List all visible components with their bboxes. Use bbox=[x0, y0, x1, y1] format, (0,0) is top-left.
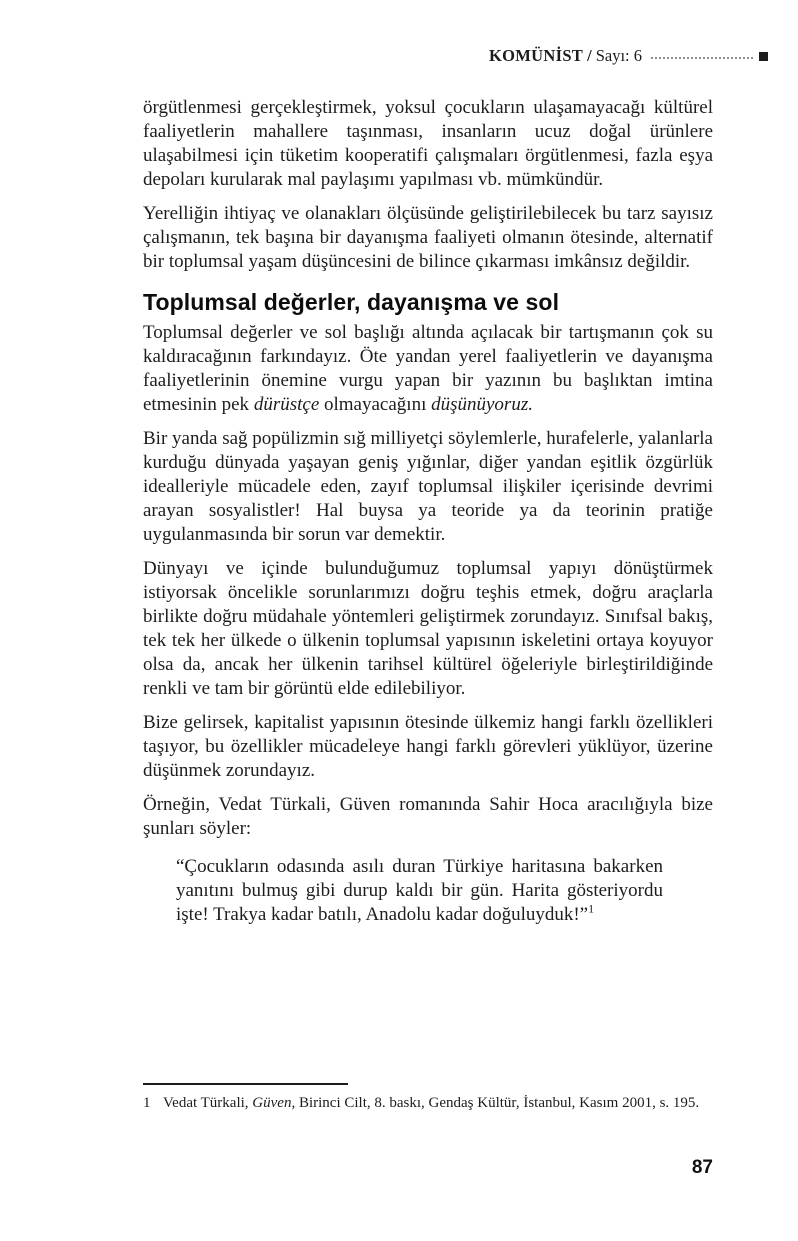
journal-title: KOMÜNİST bbox=[489, 46, 584, 65]
issue-label: Sayı: 6 bbox=[595, 46, 642, 65]
paragraph-3-italic-1: dürüstçe bbox=[253, 394, 320, 415]
footnote-block bbox=[143, 1083, 713, 1113]
section-heading: Toplumsal değerler, dayanışma ve sol bbox=[143, 289, 560, 315]
body-paragraph-4: Bir yanda sağ popülizmin sığ milliyetçi söylemlerle, hurafelerle, yalanlarla kurduğu dünyada yaşayan geniş yığınlar, diğer yandan eşitlik özgürlük idealleriyle mücadele eden, zayıf toplumsal ilişkiler içerisinde devrimi arayan sosyalistler! Hal buysa ya teoride ya da teorinin pratiğe uygulanmasında bir sorun var demektir. bbox=[143, 428, 713, 545]
footnote bbox=[143, 1093, 713, 1113]
block-quote bbox=[176, 855, 663, 927]
body-paragraph-1: örgütlenmesi gerçekleştirmek, yoksul çocukların ulaşamayacağı kültürel faaliyetlerin mahallere taşınması, insanların ucuz doğal ürünlere ulaşabilmesi için tüketim kooperatifi çalışmaları örgütlenmesi, fazla eşya depoları kurularak mal paylaşımı yapılması vb. mümkündür. bbox=[143, 97, 713, 190]
paragraph-3-text-2: olmayacağını bbox=[319, 394, 432, 415]
footnote-text-before: Vedat Türkali, bbox=[163, 1095, 253, 1111]
running-header bbox=[143, 46, 768, 66]
body-paragraph-2: Yerelliğin ihtiyaç ve olanakları ölçüsünde geliştirilebilecek bu tarz sayısız çalışmanın, tek başına bir dayanışma faaliyeti olmanın ötesinde, alternatif bir toplumsal yaşam düşüncesini de bilince çıkarması imkânsız değildir. bbox=[143, 203, 713, 272]
paragraph-3-text-1: Toplumsal değerler ve sol başlığı altında açılacak bir tartışmanın çok su kaldıracağının farkındayız. Öte yandan yerel faaliyetlerin ve dayanışma faaliyetlerinin önemine vurgu yapan bir yazının bu başlıktan imtina etmesinin pek bbox=[143, 322, 713, 415]
body-paragraph-6: Bize gelirsek, kapitalist yapısının ötesinde ülkemiz hangi farklı özellikleri taşıyor, bu özellikler mücadeleye hangi farklı görevleri yüklüyor, üzerine düşünmek zorundayız. bbox=[143, 712, 713, 781]
footnote-number: 1 bbox=[143, 1095, 151, 1111]
footnote-reference: 1 bbox=[588, 901, 595, 916]
footnote-text-after: , Birinci Cilt, 8. baskı, Gendaş Kültür, İstanbul, Kasım 2001, s. 195. bbox=[291, 1095, 700, 1111]
page-number: 87 bbox=[691, 1157, 713, 1178]
body-paragraph-5: Dünyayı ve içinde bulunduğumuz toplumsal yapıyı dönüştürmek istiyorsak öncelikle sorunlarımızı doğru teşhis etmek, doğru araçlarla birlikte doğru müdahale yöntemleri geliştirmek zorundayız. Sınıfsal bakış, tek tek her ülkede o ülkenin toplumsal yapısının iskeletini ortaya koyuyor olsa da, ancak her ülkenin tarihsel kültürel öğeleriyle birleştirildiğinde renkli ve tam bir görüntü elde edilebiliyor. bbox=[143, 558, 713, 699]
footnote-text bbox=[163, 1093, 713, 1113]
footnote-book-title: Güven bbox=[252, 1095, 292, 1111]
header-dotted-rule bbox=[651, 57, 753, 59]
paragraph-3-italic-2: düşünüyoruz. bbox=[431, 394, 533, 415]
article-body bbox=[143, 96, 713, 927]
body-paragraph-7: Örneğin, Vedat Türkali, Güven romanında Sahir Hoca aracılığıyla bize şunları söyler: bbox=[143, 794, 713, 839]
footnote-rule bbox=[143, 1083, 348, 1085]
body-paragraph-3 bbox=[143, 321, 713, 417]
header-square-marker bbox=[759, 52, 768, 61]
quote-text: “Çocukların odasında asılı duran Türkiye haritasına bakarken yanıtını bulmuş gibi durup kaldı bir gün. Harita gösteriyordu işte! Trakya kadar batılı, Anadolu kadar doğuluyduk!” bbox=[176, 856, 663, 925]
header-separator: / bbox=[587, 46, 592, 65]
